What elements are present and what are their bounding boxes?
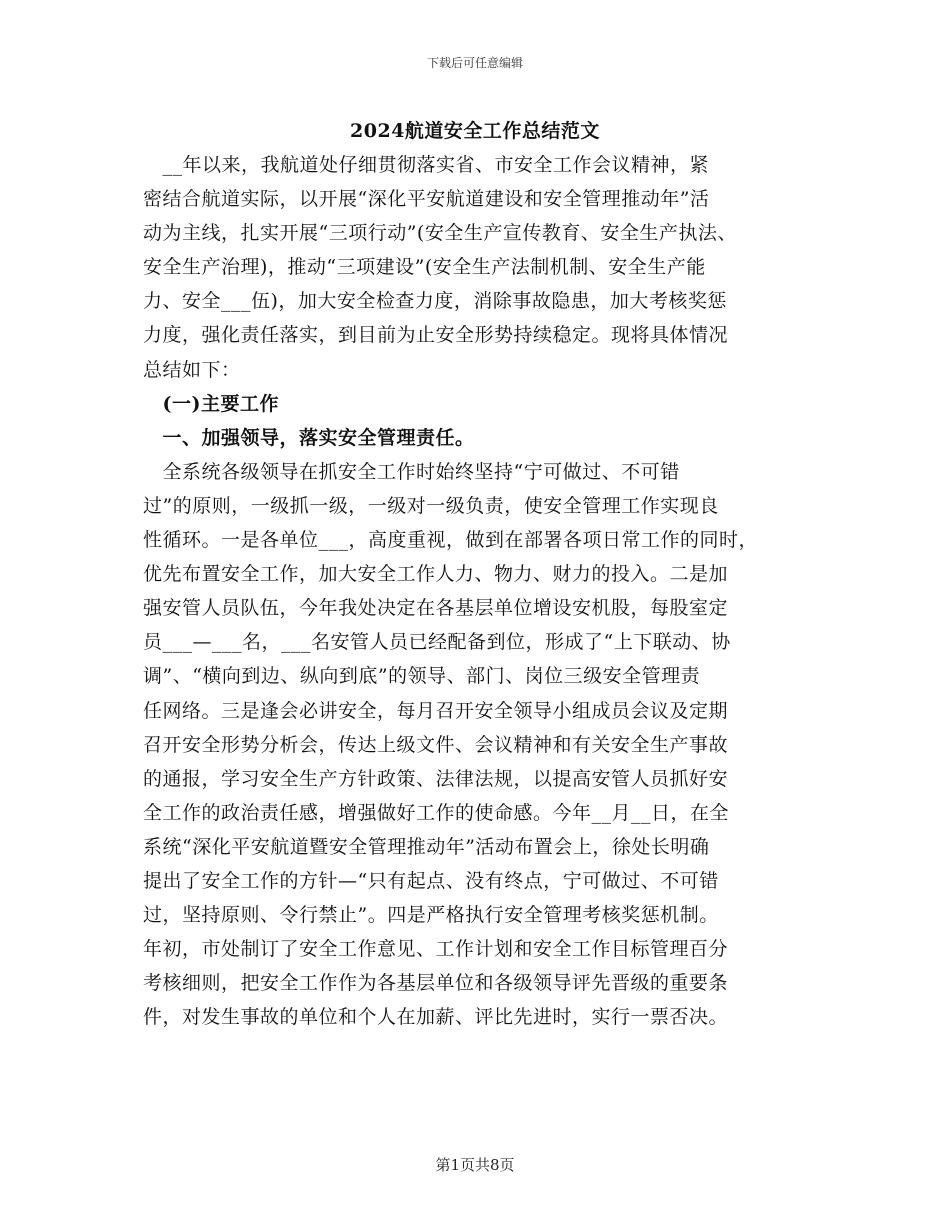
header-note: 下载后可任意编辑 <box>426 56 523 70</box>
body-line: 件，对发生事故的单位和个人在加薪、评比先进时，实行一票否决。 <box>143 1006 729 1029</box>
page-number: 第1页共8页 <box>435 1156 515 1174</box>
body-line: 强安管人员队伍，今年我处决定在各基层单位增设安机股，每股室定 <box>143 597 729 620</box>
body-line: 过”的原则，一级抓一级，一级对一级负责，使安全管理工作实现良 <box>143 494 719 517</box>
body-line: 力度，强化责任落实，到目前为止安全形势持续稳定。现将具体情况 <box>143 324 729 347</box>
body-line: 系统“深化平安航道暨安全管理推动年”活动布置会上，徐处长明确 <box>143 835 710 858</box>
body-line: __年以来，我航道处仔细贯彻落实省、市安全工作会议精神，紧 <box>143 154 710 176</box>
body-line: 总结如下： <box>143 358 241 381</box>
body-line: 年初，市处制订了安全工作意见、工作计划和安全工作目标管理百分 <box>143 938 729 961</box>
body-line: 安全生产治理)，推动“三项建设”(安全生产法制机制、安全生产能 <box>143 256 706 279</box>
document-body <box>143 148 823 1034</box>
document-title: 2024航道安全工作总结范文 <box>350 120 600 142</box>
body-line: 考核细则，把安全工作作为各基层单位和各级领导评先晋级的重要条 <box>143 972 729 995</box>
body-line: 力、安全___伍)，加大安全检查力度，消除事故隐患，加大考核奖惩 <box>143 290 727 313</box>
section-heading: (一)主要工作 <box>143 392 279 415</box>
body-line: 员___—___名，___名安管人员已经配备到位，形成了“上下联动、协 <box>143 631 731 654</box>
body-line: 性循环。一是各单位___，高度重视，做到在部署各项日常工作的同时， <box>143 529 759 552</box>
body-line: 调”、“横向到边、纵向到底”的领导、部门、岗位三级安全管理责 <box>143 665 701 688</box>
body-line: 提出了安全工作的方针—“只有起点、没有终点，宁可做过、不可错 <box>143 869 719 892</box>
body-line: 全系统各级领导在抓安全工作时始终坚持“宁可做过、不可错 <box>143 460 680 483</box>
body-line: 任网络。三是逢会必讲安全，每月召开安全领导小组成员会议及定期 <box>143 699 729 722</box>
body-line: 优先布置安全工作，加大安全工作人力、物力、财力的投入。二是加 <box>143 563 729 586</box>
body-line: 过，坚持原则、令行禁止”。四是严格执行安全管理考核奖惩机制。 <box>143 904 719 927</box>
body-line: 动为主线，扎实开展“三项行动”(安全生产宣传教育、安全生产执法、 <box>143 222 737 245</box>
body-line: 的通报，学习安全生产方针政策、法律法规，以提高安管人员抓好安 <box>143 767 729 790</box>
body-line: 全工作的政治责任感，增强做好工作的使命感。今年__月__日，在全 <box>143 801 730 824</box>
subsection-heading: 一、加强领导，落实安全管理责任。 <box>143 426 475 449</box>
body-line: 密结合航道实际，以开展“深化平安航道建设和安全管理推动年”活 <box>143 188 710 211</box>
body-line: 召开安全形势分析会，传达上级文件、会议精神和有关安全生产事故 <box>143 733 729 756</box>
